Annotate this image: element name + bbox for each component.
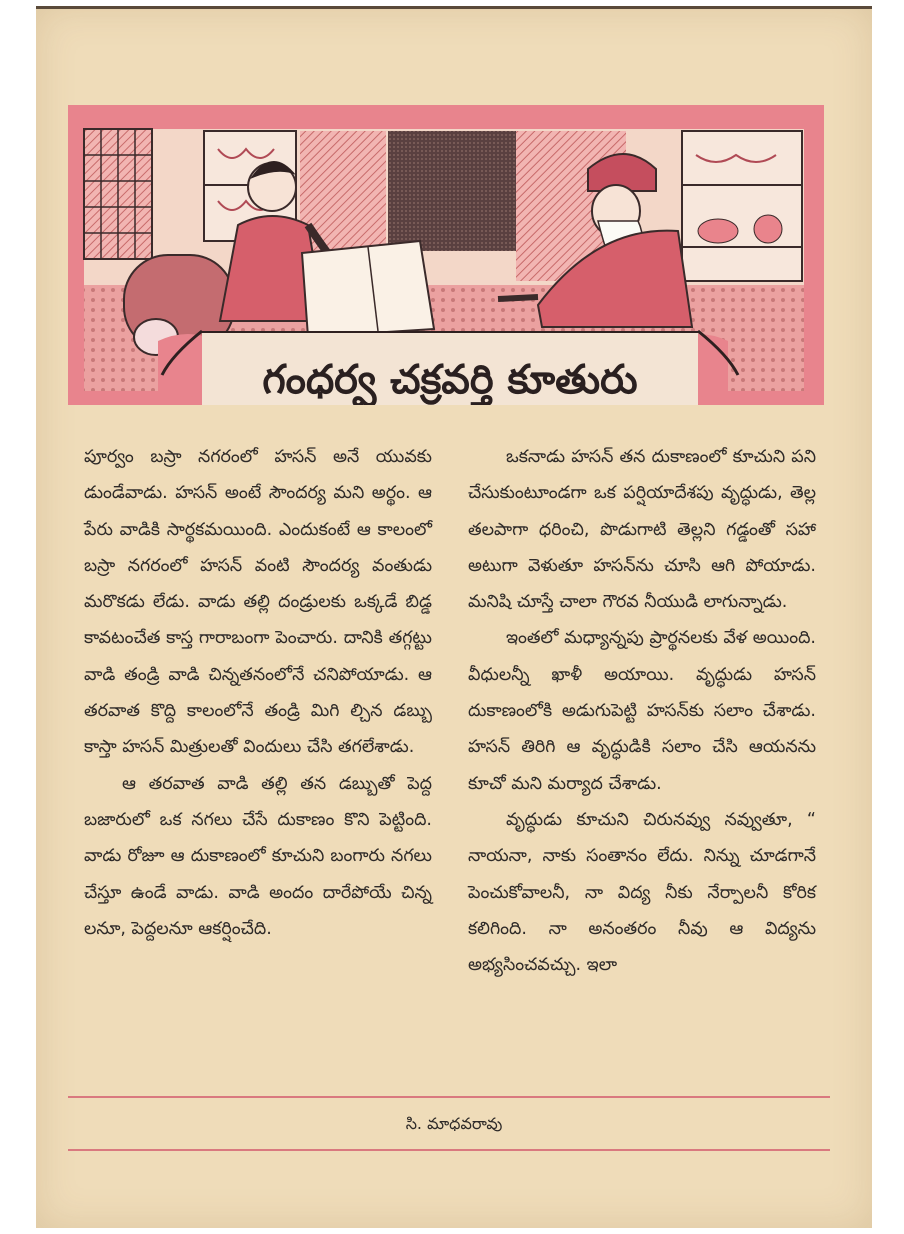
magazine-page — [36, 6, 872, 1228]
paragraph: పూర్వం బస్రా నగరంలో హసన్ అనే యువకు డుండేవాడు. హసన్ అంటే సౌందర్య మని అర్థం. ఆ పేరు వాడికి సార్థకమయింది. ఎందుకంటే ఆ కాలంలో బస్రా నగరంలో హసన్ వంటి సౌందర్య వంతుడు మరొకడు లేడు. వాడు తల్లి దండ్రులకు ఒక్కడే బిడ్డ కావటంచేత కాస్త గారాబంగా పెంచారు. దానికి తగ్గట్టు వాడి తండ్రి వాడి చిన్నతనంలోనే చనిపోయాడు. ఆ తరవాత కొద్ది కాలంలోనే తండ్రి మిగి ల్చిన డబ్బు కాస్తా హసన్ మిత్రులతో విందులు చేసి తగలేశాడు. — [84, 447, 432, 758]
story-title: గంధర్వ చక్రవర్తి కూతురు — [262, 357, 638, 403]
paragraph: ఆ తరవాత వాడి తల్లి తన డబ్బుతో పెద్ద బజారులో ఒక నగలు చేసే దుకాణం కొని పెట్టింది. వాడు రోజూ ఆ దుకాణంలో కూచుని బంగారు నగలు చేస్తూ ఉండే వాడు. వాడి అందం దారేపోయే చిన్న లనూ, పెద్దలనూ ఆకర్షించేది. — [84, 773, 432, 939]
paragraph: ఒకనాడు హసన్ తన దుకాణంలో కూచుని పని చేసుకుంటూండగా ఒక పర్షియాదేశపు వృద్ధుడు, తెల్ల తలపాగా ధరించి, పొడుగాటి తెల్లని గడ్డంతో సహా అటుగా వెళుతూ హసన్‌ను చూసి ఆగి పోయాడు. మనిషి చూస్తే చాలా గౌరవ నీయుడి లాగున్నాడు. — [468, 447, 816, 613]
left-column — [84, 439, 432, 947]
divider-line — [68, 1096, 830, 1098]
right-column — [468, 439, 816, 983]
story-illustration — [68, 105, 824, 405]
author-credit: సి. మాధవరావు — [405, 1114, 503, 1133]
page-edge — [36, 6, 872, 9]
divider-line — [68, 1149, 830, 1151]
paragraph: వృద్ధుడు కూచుని చిరునవ్వు నవ్వుతూ, “ నాయనా, నాకు సంతానం లేదు. నిన్ను చూడగానే పెంచుకోవాలనీ, నా విద్య నీకు నేర్పాలనీ కోరిక కలిగింది. నా అనంతరం నీవు ఆ విద్యను అభ్యసించవచ్చు. ఇలా — [468, 809, 816, 976]
paragraph: ఇంతలో మధ్యాన్నపు ప్రార్థనలకు వేళ అయింది. వీధులన్నీ ఖాళీ అయాయి. వృద్ధుడు హసన్ దుకాణంలోకి అడుగుపెట్టి హసన్‌కు సలాం చేశాడు. హసన్ తిరిగి ఆ వృద్ధుడికి సలాం చేసి ఆయనను కూచో మని మర్యాద చేశాడు. — [468, 628, 816, 794]
